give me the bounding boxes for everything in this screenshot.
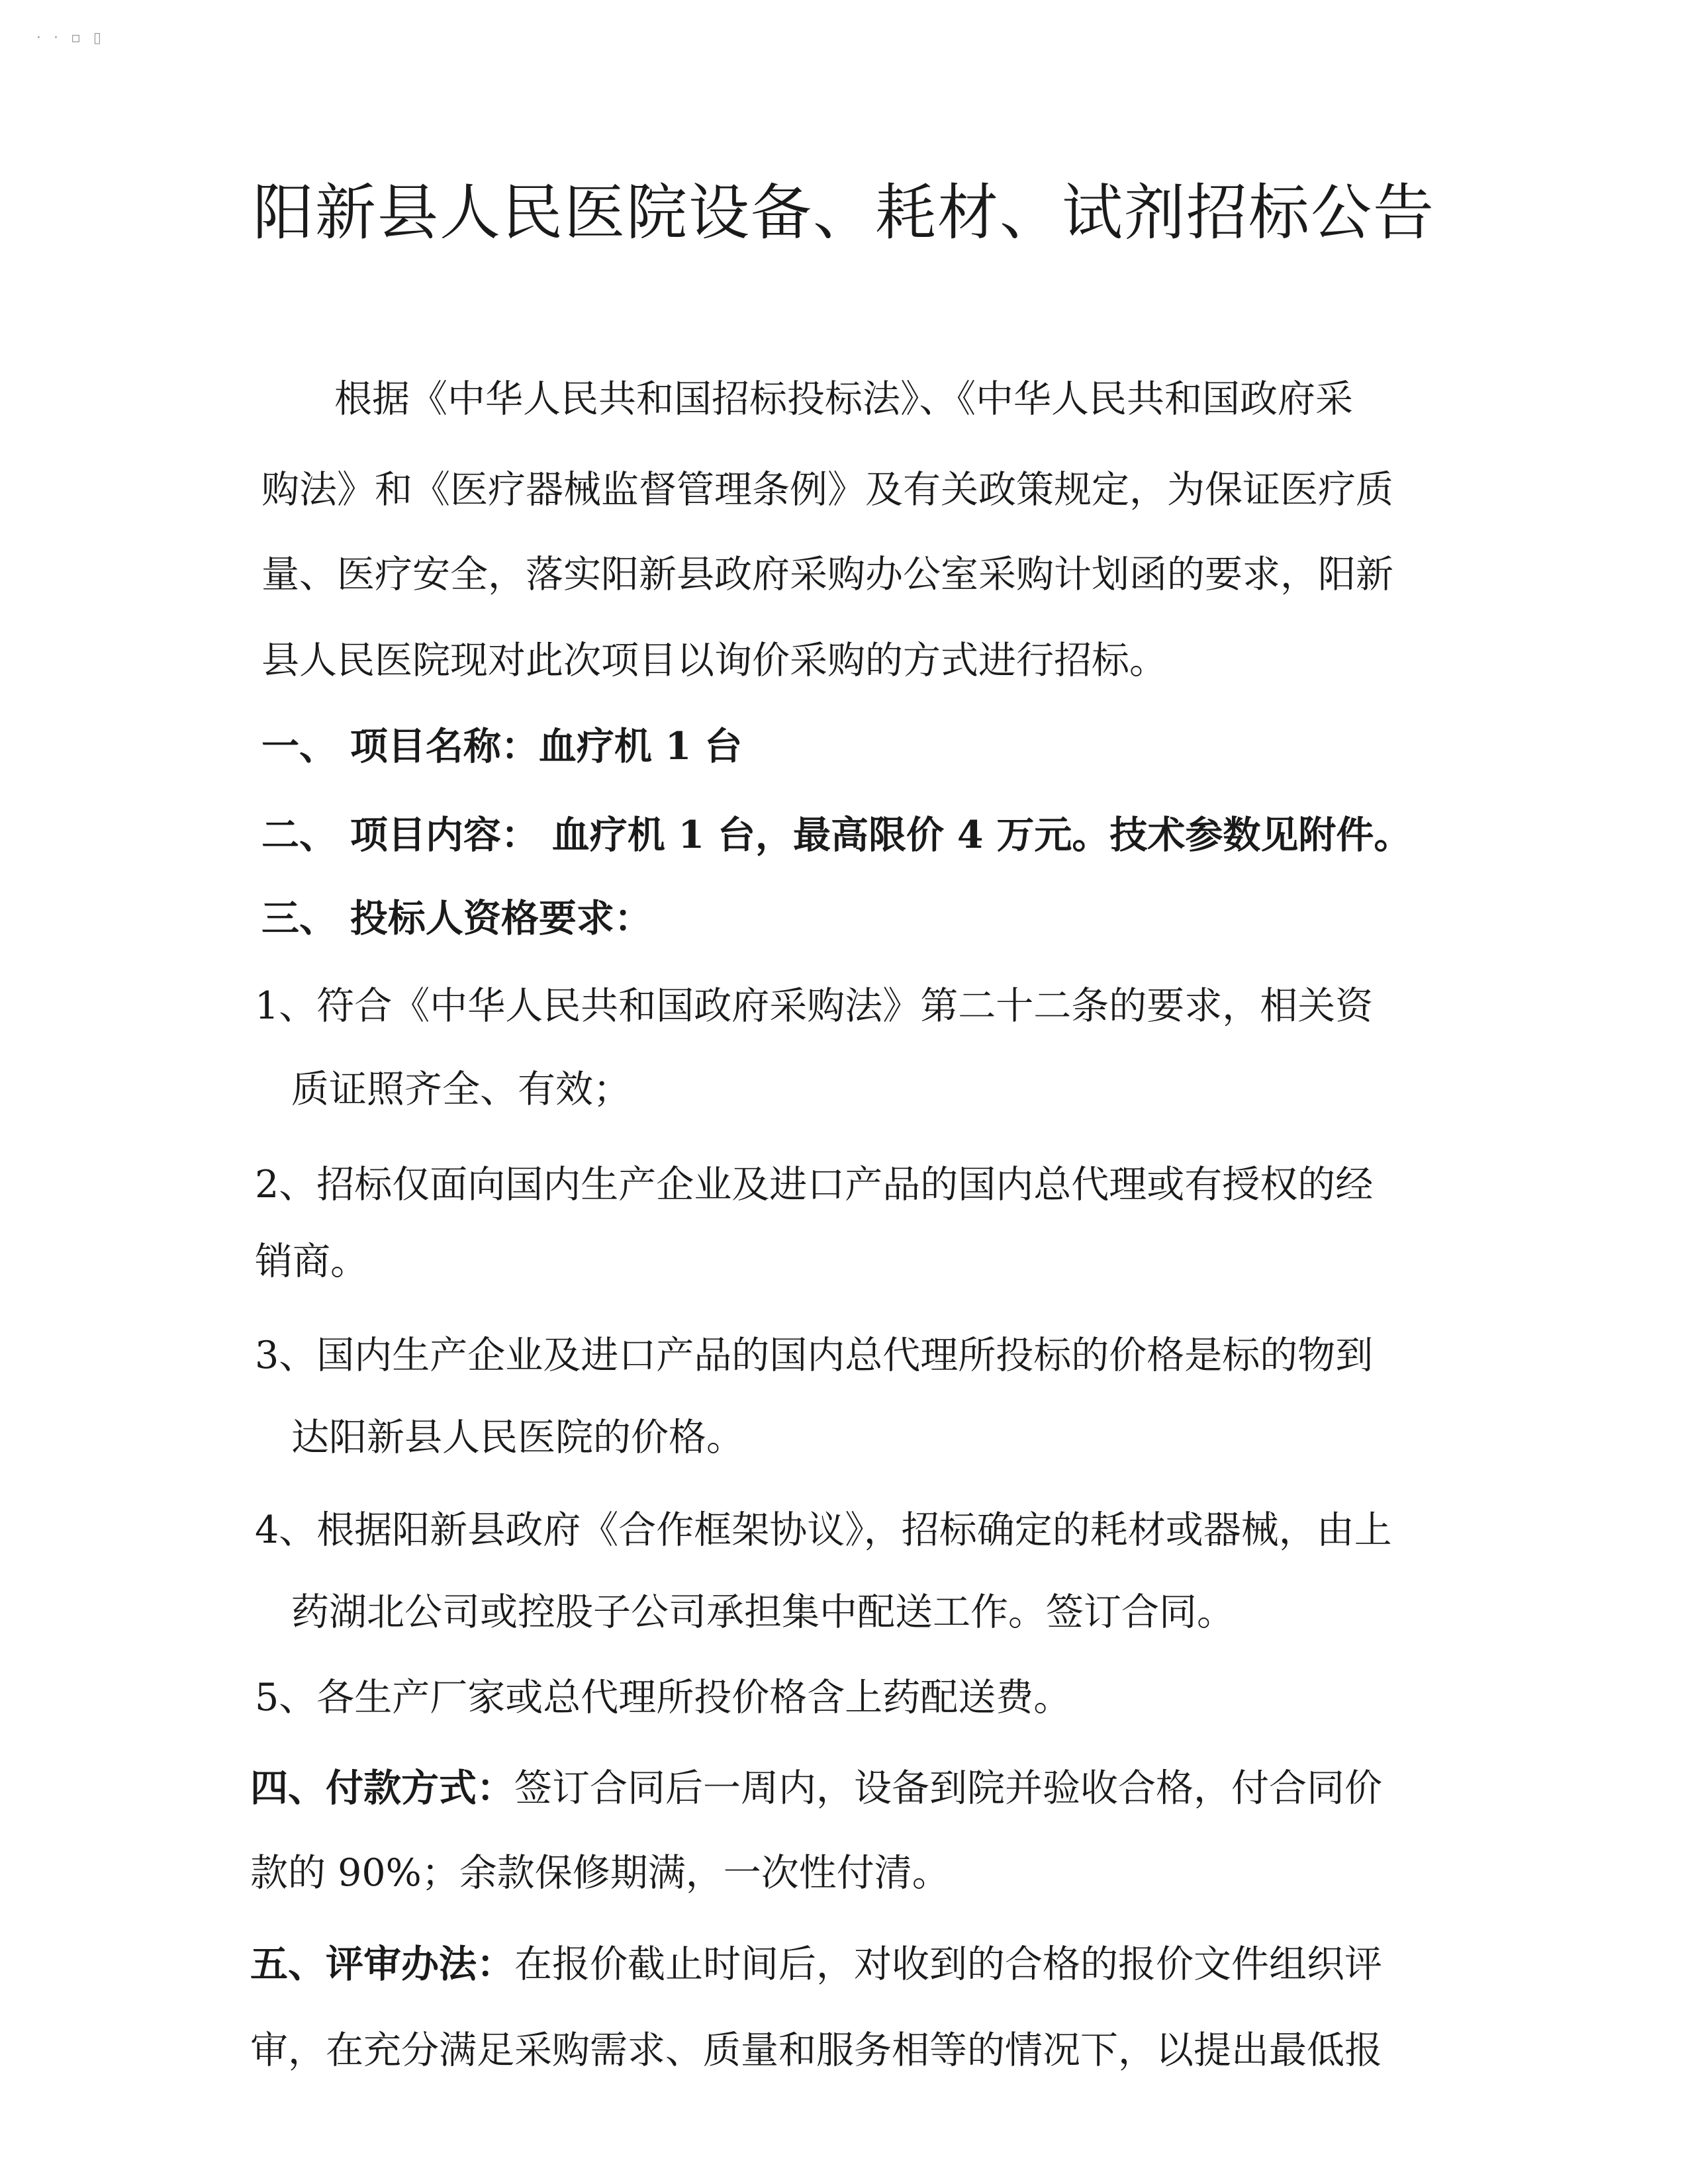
section-project-content: 二、 项目内容： 血疗机 1 台，最高限价 4 万元。技术参数见附件。	[261, 813, 1412, 857]
section-payment-line-1	[250, 1762, 1382, 1815]
qualification-item-1-line-2: 质证照齐全、有效；	[291, 1068, 631, 1111]
intro-line-2: 购法》和《医疗器械监督管理条例》及有关政策规定，为保证医疗质	[261, 468, 1393, 512]
qualification-item-5: 5、各生产厂家或总代理所投价格含上药配送费。	[255, 1676, 1072, 1719]
section-evaluation-text-1: 在报价截止时间后，对收到的合格的报价文件组织评	[514, 1942, 1382, 1986]
section-payment-line-2: 款的 90%；余款保修期满，一次性付清。	[250, 1851, 950, 1895]
section-project-name: 一、 项目名称：血疗机 1 台	[261, 724, 743, 768]
scan-artifact: · · ▫ ▯	[36, 30, 105, 46]
section-evaluation-line-2: 审，在充分满足采购需求、质量和服务相等的情况下，以提出最低报	[250, 2028, 1382, 2072]
intro-line-1: 根据《中华人民共和国招标投标法》、《中华人民共和国政府采	[334, 377, 1353, 421]
intro-line-4: 县人民医院现对此次项目以询价采购的方式进行招标。	[261, 639, 1167, 682]
qualification-item-2-line-1: 2、招标仅面向国内生产企业及进口产品的国内总代理或有授权的经	[255, 1163, 1374, 1206]
qualification-item-2-line-2: 销商。	[255, 1240, 368, 1283]
section-payment-label: 四、付款方式：	[250, 1766, 514, 1810]
section-evaluation-label: 五、评审办法：	[250, 1942, 514, 1986]
qualification-item-3-line-2: 达阳新县人民医院的价格。	[291, 1416, 744, 1459]
section-payment-text-1: 签订合同后一周内，设备到院并验收合格，付合同价	[514, 1766, 1382, 1810]
document-title: 阳新县人民医院设备、耗材、试剂招标公告	[252, 177, 1435, 248]
section-evaluation-line-1	[250, 1938, 1382, 1991]
qualification-item-3-line-1: 3、国内生产企业及进口产品的国内总代理所投标的价格是标的物到	[255, 1334, 1374, 1377]
intro-line-3: 量、医疗安全，落实阳新县政府采购办公室采购计划函的要求，阳新	[261, 553, 1393, 596]
qualification-item-1-line-1: 1、符合《中华人民共和国政府采购法》第二十二条的要求，相关资	[255, 984, 1374, 1028]
section-qualification-heading: 三、 投标人资格要求：	[261, 896, 652, 940]
qualification-item-4-line-1: 4、根据阳新县政府《合作框架协议》，招标确定的耗材或器械，由上	[255, 1508, 1392, 1552]
qualification-item-4-line-2: 药湖北公司或控股子公司承担集中配送工作。签订合同。	[291, 1590, 1235, 1634]
